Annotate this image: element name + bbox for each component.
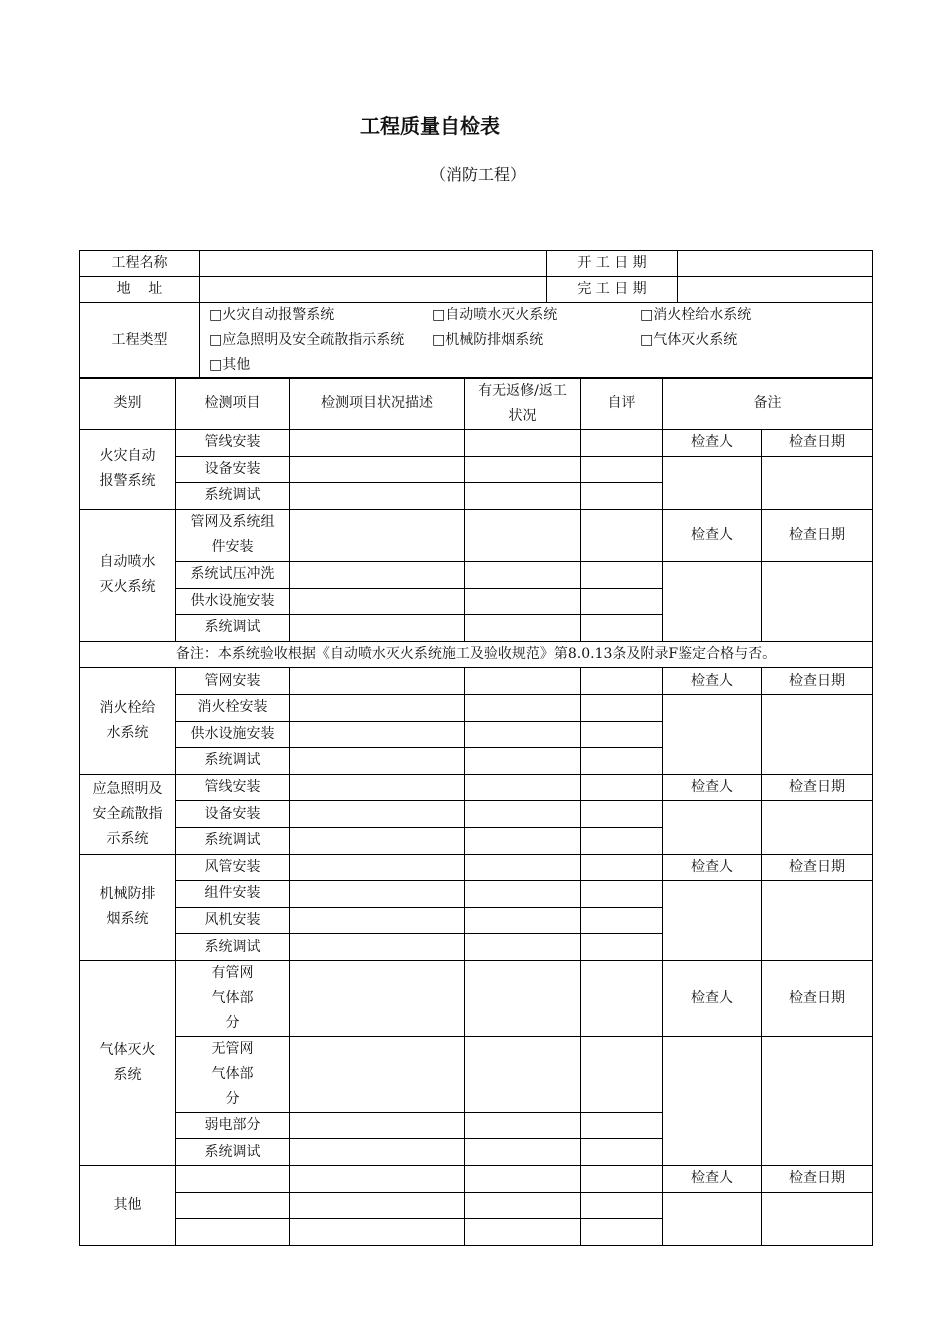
self-eval-field[interactable]	[581, 694, 663, 721]
item-cell	[176, 694, 290, 721]
inspector-label: 检查人	[663, 960, 762, 1036]
self-eval-field[interactable]	[581, 509, 663, 561]
inspector-label: 检查人	[663, 774, 762, 801]
table-row	[80, 509, 873, 561]
description-field[interactable]	[290, 668, 465, 695]
item-cell	[176, 588, 290, 615]
type-option-hydrant[interactable]: □消火栓给水系统	[640, 307, 752, 323]
inspect-date-field[interactable]	[762, 881, 873, 961]
item-cell	[176, 430, 290, 457]
inspector-field[interactable]	[663, 694, 762, 774]
item-header: 检测项目	[176, 378, 290, 430]
category-cell	[80, 1166, 176, 1246]
description-header: 检测项目状况描述	[290, 378, 465, 430]
description-field[interactable]	[290, 1219, 465, 1246]
table-row	[80, 1192, 873, 1219]
description-field[interactable]	[290, 694, 465, 721]
category-cell	[80, 854, 176, 960]
page-subtitle: （消防工程）	[429, 165, 526, 184]
inspector-field[interactable]	[663, 456, 762, 509]
self-eval-field[interactable]	[581, 1219, 663, 1246]
self-eval-field[interactable]	[581, 1139, 663, 1166]
inspection-table	[79, 377, 873, 1246]
item-cell	[176, 721, 290, 748]
inspection-item-label: 管网安装	[204, 672, 261, 689]
inspect-date-field[interactable]	[762, 801, 873, 854]
item-cell	[176, 881, 290, 908]
rework-field[interactable]	[465, 588, 581, 615]
item-cell	[176, 1166, 290, 1193]
item-cell	[176, 748, 290, 775]
inspect-date-field[interactable]	[762, 1036, 873, 1165]
description-field[interactable]	[290, 1166, 465, 1193]
description-field[interactable]	[290, 483, 465, 510]
inspection-item-label: 风机安装	[204, 911, 261, 928]
self-eval-field[interactable]	[581, 721, 663, 748]
item-cell	[176, 1036, 290, 1112]
description-field[interactable]	[290, 615, 465, 642]
item-cell	[176, 1139, 290, 1166]
description-field[interactable]	[290, 907, 465, 934]
description-field[interactable]	[290, 456, 465, 483]
header-table	[79, 250, 873, 379]
inspect-date-label: 检查日期	[762, 774, 873, 801]
end-date-field[interactable]	[678, 277, 873, 303]
description-field[interactable]	[290, 881, 465, 908]
self-eval-field[interactable]	[581, 907, 663, 934]
item-cell	[176, 854, 290, 881]
category-label: 应急照明及安全疏散指示系统	[92, 780, 163, 847]
rework-field[interactable]	[465, 615, 581, 642]
description-field[interactable]	[290, 854, 465, 881]
table-row	[80, 668, 873, 695]
inspection-item-label: 管线安装	[204, 434, 261, 451]
description-field[interactable]	[290, 1112, 465, 1139]
rework-field[interactable]	[465, 694, 581, 721]
table-row	[80, 1166, 873, 1193]
description-field[interactable]	[290, 960, 465, 1036]
inspect-date-label: 检查日期	[762, 854, 873, 881]
rework-field[interactable]	[465, 1139, 581, 1166]
rework-field[interactable]	[465, 721, 581, 748]
inspection-item-label: 组件安装	[204, 885, 261, 902]
page-title: 工程质量自检表	[360, 114, 500, 138]
inspector-field[interactable]	[663, 1036, 762, 1165]
rework-field[interactable]	[465, 1112, 581, 1139]
inspector-field[interactable]	[663, 881, 762, 961]
project-name-row	[80, 251, 873, 277]
inspect-date-label: 检查日期	[762, 509, 873, 561]
category-label: 其他	[113, 1196, 142, 1213]
description-field[interactable]	[290, 588, 465, 615]
self-eval-field[interactable]	[581, 483, 663, 510]
project-type-row	[80, 303, 873, 379]
self-eval-field[interactable]	[581, 854, 663, 881]
sprinkler-note: 备注：本系统验收根据《自动喷水灭火系统施工及验收规范》第8.0.13条及附录F鉴定合格与否。	[80, 641, 873, 668]
remarks-header: 备注	[663, 378, 873, 430]
inspection-item-label: 系统调试	[204, 1143, 261, 1160]
rework-field[interactable]	[465, 960, 581, 1036]
inspection-item-label: 供水设施安装	[190, 592, 275, 609]
rework-header: 有无返修/返工状况	[465, 378, 581, 430]
inspect-date-label: 检查日期	[762, 1166, 873, 1193]
inspection-item-label: 弱电部分	[204, 1117, 261, 1134]
category-cell	[80, 430, 176, 510]
rework-field[interactable]	[465, 1219, 581, 1246]
rework-field[interactable]	[465, 881, 581, 908]
inspection-item-label: 系统调试	[204, 752, 261, 769]
description-field[interactable]	[290, 774, 465, 801]
inspection-item-label: 无管网气体部分	[211, 1040, 254, 1107]
rework-field[interactable]	[465, 801, 581, 828]
rework-field[interactable]	[465, 483, 581, 510]
inspection-item-label: 设备安装	[204, 805, 261, 822]
inspection-item-label: 系统调试	[204, 938, 261, 955]
type-option-smoke-control[interactable]: □机械防排烟系统	[432, 332, 544, 348]
inspection-item-label: 供水设施安装	[190, 725, 275, 742]
inspector-label: 检查人	[663, 854, 762, 881]
inspection-item-label: 有管网气体部分	[211, 964, 254, 1031]
item-cell	[176, 1192, 290, 1219]
self-eval-field[interactable]	[581, 561, 663, 588]
inspect-date-label: 检查日期	[762, 960, 873, 1036]
inspection-item-label: 系统调试	[204, 832, 261, 849]
self-eval-field[interactable]	[581, 774, 663, 801]
start-date-field[interactable]	[678, 251, 873, 277]
item-cell	[176, 801, 290, 828]
description-field[interactable]	[290, 1036, 465, 1112]
self-eval-field[interactable]	[581, 1112, 663, 1139]
rework-field[interactable]	[465, 827, 581, 854]
rework-field[interactable]	[465, 854, 581, 881]
note-row	[80, 641, 873, 668]
item-cell	[176, 934, 290, 961]
rework-field[interactable]	[465, 1036, 581, 1112]
inspector-label: 检查人	[663, 430, 762, 457]
description-field[interactable]	[290, 748, 465, 775]
inspection-item-label: 系统试压冲洗	[190, 566, 275, 583]
category-header: 类别	[80, 378, 176, 430]
project-type-options	[200, 303, 873, 379]
table-row	[80, 694, 873, 721]
rework-field[interactable]	[465, 934, 581, 961]
inspection-item-label: 风管安装	[204, 858, 261, 875]
rework-field[interactable]	[465, 1192, 581, 1219]
item-cell	[176, 615, 290, 642]
column-header-row	[80, 378, 873, 430]
rework-field[interactable]	[465, 1166, 581, 1193]
category-label: 机械防排烟系统	[99, 886, 156, 928]
table-row	[80, 854, 873, 881]
description-field[interactable]	[290, 827, 465, 854]
category-label: 火灾自动报警系统	[99, 448, 156, 490]
inspection-item-label: 系统调试	[204, 619, 261, 636]
inspection-item-label: 管网及系统组件安装	[190, 514, 275, 556]
self-eval-field[interactable]	[581, 615, 663, 642]
category-cell	[80, 960, 176, 1165]
type-option-other[interactable]: □其他	[209, 357, 251, 373]
inspect-date-label: 检查日期	[762, 430, 873, 457]
type-option-fire-alarm[interactable]: □火灾自动报警系统	[209, 307, 335, 323]
item-cell	[176, 1219, 290, 1246]
item-cell	[176, 827, 290, 854]
type-option-sprinkler[interactable]: □自动喷水灭火系统	[432, 307, 558, 323]
inspector-label: 检查人	[663, 509, 762, 561]
item-cell	[176, 456, 290, 483]
address-field[interactable]	[200, 277, 547, 303]
inspection-item-label: 管线安装	[204, 779, 261, 796]
table-row	[80, 1036, 873, 1112]
item-cell	[176, 774, 290, 801]
self-eval-field[interactable]	[581, 430, 663, 457]
self-eval-header: 自评	[581, 378, 663, 430]
type-option-emergency-lighting[interactable]: □应急照明及安全疏散指示系统	[209, 332, 405, 348]
self-eval-field[interactable]	[581, 934, 663, 961]
project-name-field[interactable]	[200, 251, 547, 277]
self-eval-field[interactable]	[581, 456, 663, 483]
table-row	[80, 430, 873, 457]
item-cell	[176, 1112, 290, 1139]
description-field[interactable]	[290, 1192, 465, 1219]
inspector-label: 检查人	[663, 668, 762, 695]
project-type-label: 工程类型	[80, 303, 200, 379]
description-field[interactable]	[290, 934, 465, 961]
table-row	[80, 561, 873, 588]
inspector-field[interactable]	[663, 1192, 762, 1245]
self-eval-field[interactable]	[581, 668, 663, 695]
rework-field[interactable]	[465, 668, 581, 695]
rework-field[interactable]	[465, 456, 581, 483]
inspector-field[interactable]	[663, 801, 762, 854]
self-eval-field[interactable]	[581, 588, 663, 615]
inspector-label: 检查人	[663, 1166, 762, 1193]
table-row	[80, 774, 873, 801]
inspect-date-field[interactable]	[762, 561, 873, 641]
item-cell	[176, 907, 290, 934]
table-row	[80, 881, 873, 908]
inspect-date-field[interactable]	[762, 456, 873, 509]
project-name-label: 工程名称	[80, 251, 200, 277]
table-row	[80, 801, 873, 828]
item-cell	[176, 509, 290, 561]
rework-field[interactable]	[465, 561, 581, 588]
start-date-label: 开 工 日 期	[547, 251, 678, 277]
table-row	[80, 456, 873, 483]
inspect-date-label: 检查日期	[762, 668, 873, 695]
rework-field[interactable]	[465, 430, 581, 457]
item-cell	[176, 668, 290, 695]
inspect-date-field[interactable]	[762, 694, 873, 774]
description-field[interactable]	[290, 1139, 465, 1166]
type-option-gas-suppression[interactable]: □气体灭火系统	[640, 332, 738, 348]
address-row	[80, 277, 873, 303]
inspection-item-label: 设备安装	[204, 460, 261, 477]
rework-field[interactable]	[465, 774, 581, 801]
end-date-label: 完 工 日 期	[547, 277, 678, 303]
rework-field[interactable]	[465, 748, 581, 775]
self-eval-field[interactable]	[581, 827, 663, 854]
address-label: 地 址	[80, 277, 200, 303]
description-field[interactable]	[290, 430, 465, 457]
category-label: 气体灭火系统	[99, 1041, 156, 1083]
item-cell	[176, 561, 290, 588]
rework-field[interactable]	[465, 509, 581, 561]
description-field[interactable]	[290, 801, 465, 828]
item-cell	[176, 960, 290, 1036]
category-cell	[80, 774, 176, 854]
description-field[interactable]	[290, 509, 465, 561]
category-label: 消火栓给水系统	[99, 700, 156, 742]
item-cell	[176, 483, 290, 510]
self-eval-field[interactable]	[581, 748, 663, 775]
self-eval-field[interactable]	[581, 960, 663, 1036]
category-cell	[80, 509, 176, 641]
description-field[interactable]	[290, 561, 465, 588]
category-cell	[80, 668, 176, 774]
description-field[interactable]	[290, 721, 465, 748]
self-eval-field[interactable]	[581, 1036, 663, 1112]
inspector-field[interactable]	[663, 561, 762, 641]
category-label: 自动喷水灭火系统	[99, 554, 156, 596]
inspection-item-label: 系统调试	[204, 487, 261, 504]
rework-field[interactable]	[465, 907, 581, 934]
self-eval-field[interactable]	[581, 1166, 663, 1193]
inspect-date-field[interactable]	[762, 1192, 873, 1245]
inspection-item-label: 消火栓安装	[197, 699, 268, 716]
self-eval-field[interactable]	[581, 1192, 663, 1219]
self-eval-field[interactable]	[581, 801, 663, 828]
self-eval-field[interactable]	[581, 881, 663, 908]
table-row	[80, 960, 873, 1036]
